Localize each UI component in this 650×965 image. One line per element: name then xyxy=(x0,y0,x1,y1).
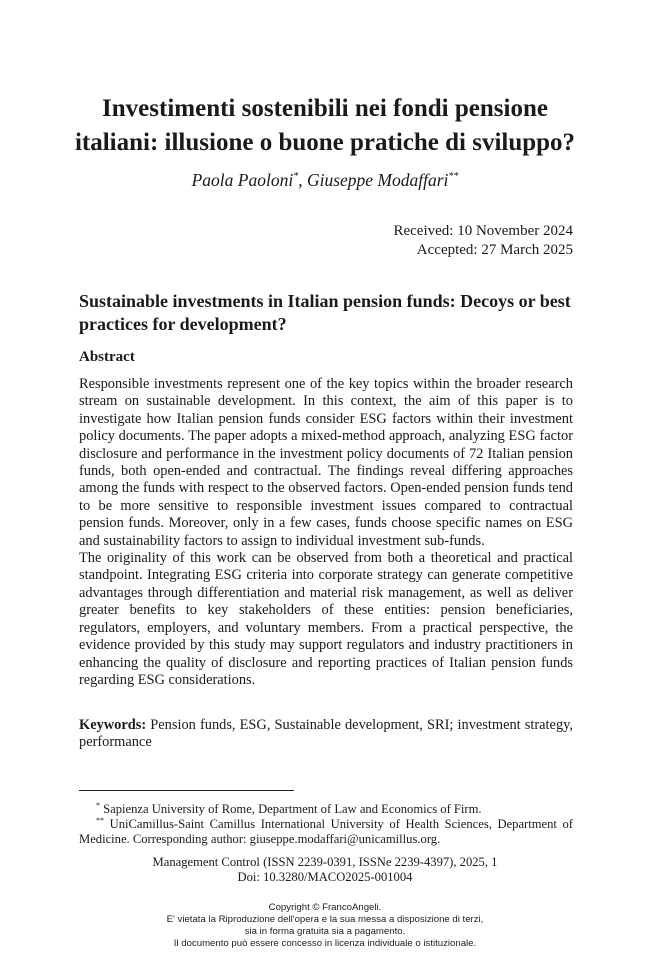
footnotes xyxy=(79,802,573,848)
received-date: Received: 10 November 2024 xyxy=(393,223,573,239)
keywords xyxy=(79,717,573,752)
footnote-divider xyxy=(79,790,294,791)
copyright-line: E' vietata la Riproduzione dell'opera e la sua messa a disposizione di terzi, xyxy=(166,914,484,925)
author-separator: , xyxy=(298,170,307,190)
accepted-date: Accepted: 27 March 2025 xyxy=(416,242,573,258)
footnote-text: Sapienza University of Rome, Department of Law and Economics of Firm. xyxy=(100,802,482,816)
paper-title-line-1: Investimenti sostenibili nei fondi pensione xyxy=(102,95,548,122)
journal-doi: Doi: 10.3280/MACO2025-001004 xyxy=(237,870,413,885)
copyright-line: Il documento può essere concesso in licenza individuale o istituzionale. xyxy=(173,938,477,949)
footnote-mark: * xyxy=(96,800,100,810)
copyright-line: sia in forma gratuita sia a pagamento. xyxy=(244,926,406,937)
copyright-line: Copyright © FrancoAngeli. xyxy=(268,902,382,913)
keywords-text: Pension funds, ESG, Sustainable development, SRI; investment strategy, performance xyxy=(79,717,573,751)
footnote xyxy=(79,802,573,817)
author-name: Paola Paoloni xyxy=(191,170,294,190)
copyright-notice xyxy=(0,902,650,950)
footnote-mark: ** xyxy=(96,816,104,826)
author-list xyxy=(0,170,650,191)
paper-title xyxy=(70,92,580,160)
paper-title-line-2: italiani: illusione o buone pratiche di sviluppo? xyxy=(74,129,576,156)
journal-citation: Management Control (ISSN 2239-0391, ISSNe 2239-4397), 2025, 1 xyxy=(152,855,498,869)
abstract-heading: Abstract xyxy=(79,349,135,365)
author-footnote-mark: ** xyxy=(448,171,459,183)
abstract-paragraph: The originality of this work can be observed from both a theoretical and practical standpoint. Integrating ESG criteria into corporate strategy can generate competitive advantages through differentiation and material risk management, as well as deliver greater benefits to key stakeholders of these entities: pension beneficiaries, regulators, employers, and voluntary members. From a practical perspective, the evidence provided by this study may support regulators and industry practitioners in enhancing the quality of disclosure and reporting practices of Italian pension funds regarding ESG considerations. xyxy=(79,550,573,688)
keywords-label: Keywords: xyxy=(79,717,147,733)
footnote xyxy=(79,817,573,847)
journal-info xyxy=(0,855,650,886)
author-footnote-mark: * xyxy=(293,171,299,183)
abstract-body xyxy=(79,376,573,689)
author-name: Giuseppe Modaffari xyxy=(306,170,449,190)
submission-dates xyxy=(393,222,573,260)
english-title: Sustainable investments in Italian pension funds: Decoys or best practices for development? xyxy=(79,291,571,334)
footnote-text: UniCamillus-Saint Camillus International University of Health Sciences, Department of Medicine. Corresponding author: giuseppe.modaffari@unicamillus.org. xyxy=(79,817,573,847)
abstract-paragraph: Responsible investments represent one of the key topics within the broader research stream on sustainable development. In this context, the aim of this paper is to investigate how Italian pension funds consider ESG factors within their investment policy documents. The paper adopts a mixed-method approach, analyzing ESG factor disclosure and performance in the investment policy documents of 72 Italian pension funds, both open-ended and contractual. The findings reveal differing approaches among the funds with respect to the observed factors. Open-ended pension funds tend to be more sensitive to responsible investment issues compared to contractual pension funds. Moreover, only in a few cases, funds choose specific names on ESG and sustainability factors to assign to individual investment sub-funds. xyxy=(79,376,573,549)
